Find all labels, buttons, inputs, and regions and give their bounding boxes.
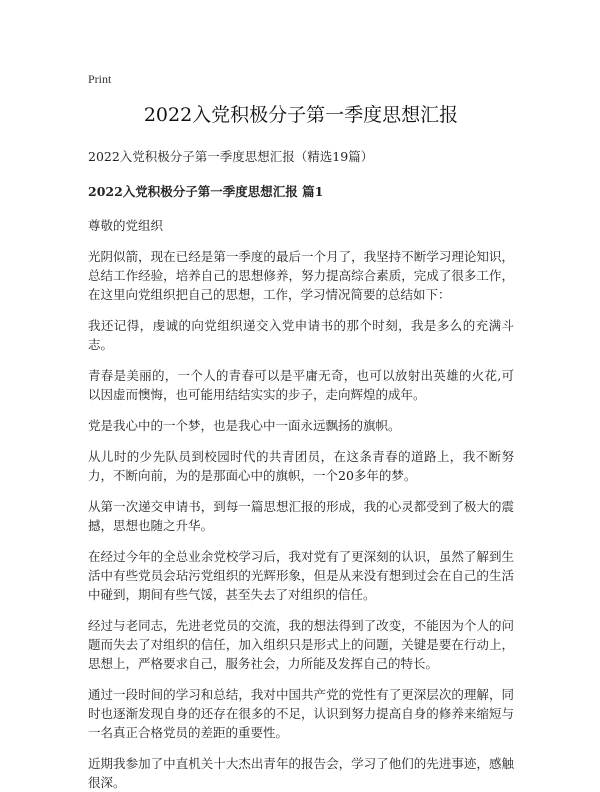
- paragraph: 光阴似箭，现在已经是第一季度的最后一个月了，我坚持不断学习理论知识，总结工作经验，培养自己的思想修养，努力提高综合素质，完成了很多工作，在这里向党组织把自己的思想，工作，学习情况简要的总结如下：: [88, 249, 514, 302]
- paragraph: 青春是美丽的，一个人的青春可以是平庸无奇，也可以放射出英雄的火花,可以因虚而懊悔，也可能用结结实实的步子，走向辉煌的成年。: [88, 368, 514, 402]
- paragraph: 经过与老同志，先进老党员的交流，我的想法得到了改变，不能因为个人的问题而失去了对组织的信任，加入组织只是形式上的问题，关键是要在行动上，思想上，严格要求自己，服务社会，力所能及发挥自己的特长。: [88, 618, 514, 671]
- paragraph: 在经过今年的全总业余党校学习后，我对党有了更深刻的认识，虽然了解到生活中有些党员会玷污党组织的光辉形象，但是从来没有想到过会在自己的生活中碰到，期间有些气馁，甚至失去了对组织的信任。: [88, 549, 514, 602]
- paragraph: 我还记得，虔诚的向党组织递交入党申请书的那个时刻，我是多么的充满斗志。: [88, 318, 514, 352]
- paragraph: 从第一次递交申请书，到每一篇思想汇报的形成，我的心灵都受到了极大的震撼，思想也随之升华。: [88, 499, 514, 533]
- print-link[interactable]: Print: [88, 72, 112, 86]
- document-subtitle: 2022入党积极分子第一季度思想汇报（精选19篇）: [88, 149, 374, 164]
- paragraph: 近期我参加了中直机关十大杰出青年的报告会，学习了他们的先进事迹，感触很深。: [88, 756, 514, 790]
- paragraph: 通过一段时间的学习和总结，我对中国共产党的党性有了更深层次的理解，同时也逐渐发现自身的还存在很多的不足，认识到努力提高自身的修养来缩短与一名真正合格党员的差距的重要性。: [88, 687, 514, 740]
- salutation: 尊敬的党组织: [88, 218, 164, 233]
- document-title: 2022入党积极分子第一季度思想汇报: [143, 104, 459, 126]
- paragraph: 从儿时的少先队员到校园时代的共青团员，在这条青春的道路上，我不断努力，不断向前，为的是那面心中的旗帜，一个20多年的梦。: [88, 449, 514, 483]
- section-heading: 2022入党积极分子第一季度思想汇报 篇1: [88, 184, 324, 199]
- paragraph: 党是我心中的一个梦，也是我心中一面永远飘扬的旗帜。: [88, 418, 401, 433]
